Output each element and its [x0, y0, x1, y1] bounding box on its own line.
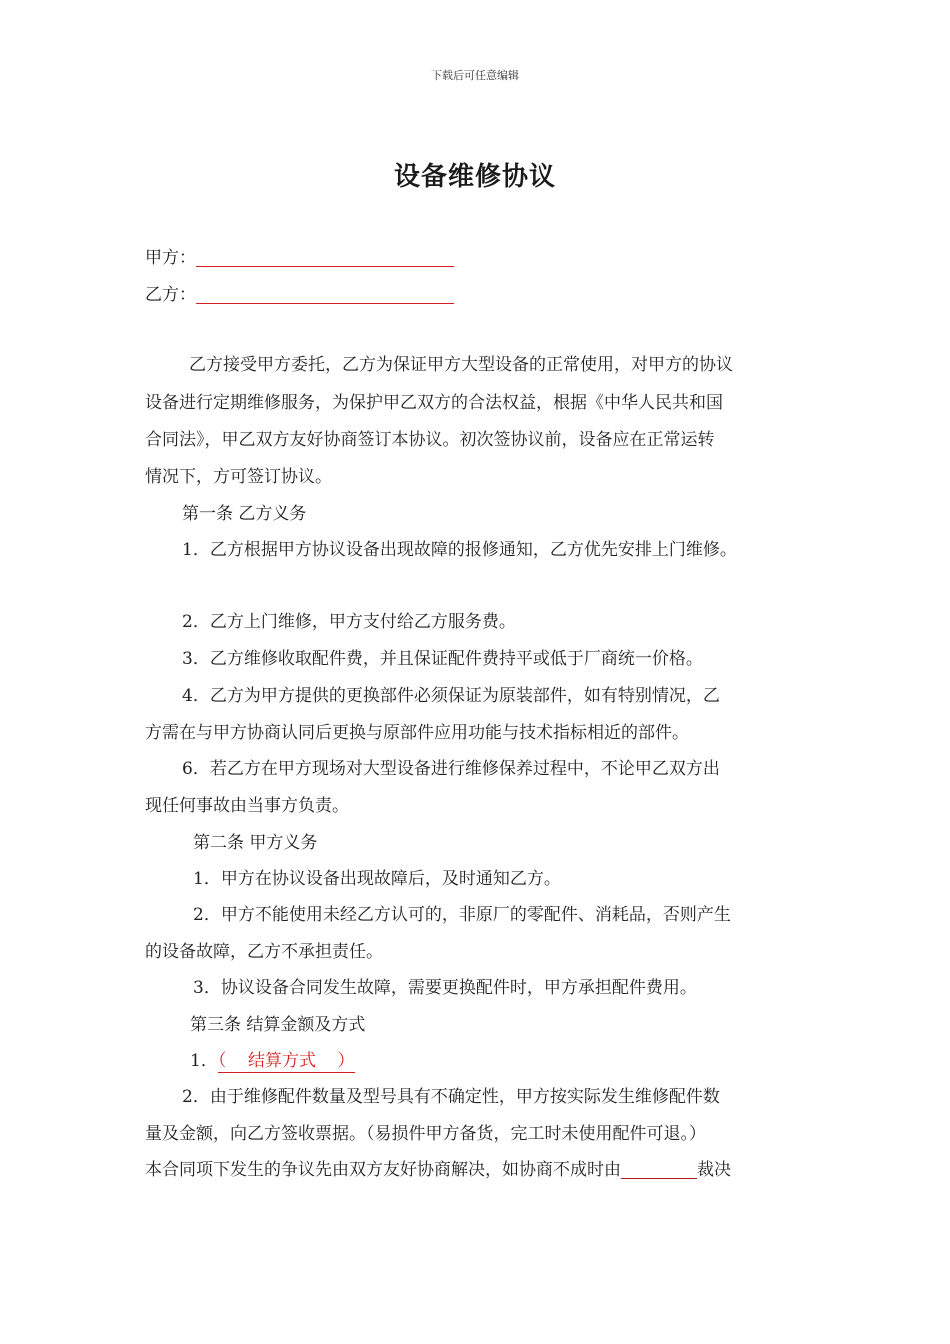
- article1-item: 2．乙方上门维修，甲方支付给乙方服务费。: [182, 612, 516, 632]
- intro-line: 设备进行定期维修服务，为保护甲乙双方的合法权益，根据《中华人民共和国: [145, 393, 723, 413]
- article2-item: 2．甲方不能使用未经乙方认可的，非原厂的零配件、消耗品，否则产生: [193, 905, 731, 925]
- party-b-line: [145, 284, 454, 306]
- settlement-method-field[interactable]: （ 结算方式 ）: [217, 1051, 355, 1071]
- article3-item: 2．由于维修配件数量及型号具有不确定性，甲方按实际发生维修配件数: [182, 1087, 720, 1107]
- document-title: 设备维修协议: [393, 162, 556, 192]
- article1-item: 6．若乙方在甲方现场对大型设备进行维修保养过程中，不论甲乙双方出: [182, 759, 720, 779]
- intro-line: 乙方接受甲方委托，乙方为保证甲方大型设备的正常使用，对甲方的协议: [189, 355, 733, 375]
- article2-item: 3．协议设备合同发生故障，需要更换配件时，甲方承担配件费用。: [193, 978, 697, 998]
- article1-item: 现任何事故由当事方负责。: [145, 796, 349, 816]
- party-b-blank[interactable]: [196, 285, 454, 304]
- intro-line: 合同法》，甲乙双方友好协商签订本协议。初次签协议前，设备应在正常运转: [145, 430, 715, 450]
- article3-heading: 第三条 结算金额及方式: [190, 1015, 366, 1035]
- article2-item: 1．甲方在协议设备出现故障后，及时通知乙方。: [193, 869, 561, 889]
- article1-item: 4．乙方为甲方提供的更换部件必须保证为原装部件，如有特别情况，乙: [182, 686, 720, 706]
- article3-item: 量及金额，向乙方签收票据。（易损件甲方备货，完工时未使用配件可退。）: [145, 1124, 706, 1144]
- intro-line: 情况下，方可签订协议。: [145, 467, 332, 487]
- party-a-line: [145, 247, 454, 269]
- dispute-suffix: 裁决: [697, 1160, 731, 1180]
- arbitration-blank[interactable]: [621, 1160, 697, 1179]
- party-a-blank[interactable]: [196, 248, 454, 267]
- party-a-label: 甲方：: [145, 248, 196, 268]
- party-b-label: 乙方：: [145, 285, 196, 305]
- dispute-prefix: 本合同项下发生的争议先由双方友好协商解决，如协商不成时由: [145, 1160, 621, 1180]
- header-note: 下载后可任意编辑: [431, 69, 519, 82]
- article1-item: 方需在与甲方协商认同后更换与原部件应用功能与技术指标相近的部件。: [145, 723, 689, 743]
- article1-item: 3．乙方维修收取配件费，并且保证配件费持平或低于厂商统一价格。: [182, 649, 703, 669]
- article2-item: 的设备故障，乙方不承担责任。: [145, 942, 383, 962]
- article1-heading: 第一条 乙方义务: [182, 504, 307, 524]
- article3-item1-prefix: 1．: [190, 1051, 218, 1071]
- article1-item: 1．乙方根据甲方协议设备出现故障的报修通知，乙方优先安排上门维修。: [182, 540, 737, 560]
- article2-heading: 第二条 甲方义务: [193, 833, 318, 853]
- dispute-clause: [145, 1159, 731, 1181]
- article3-item-1: [190, 1050, 355, 1072]
